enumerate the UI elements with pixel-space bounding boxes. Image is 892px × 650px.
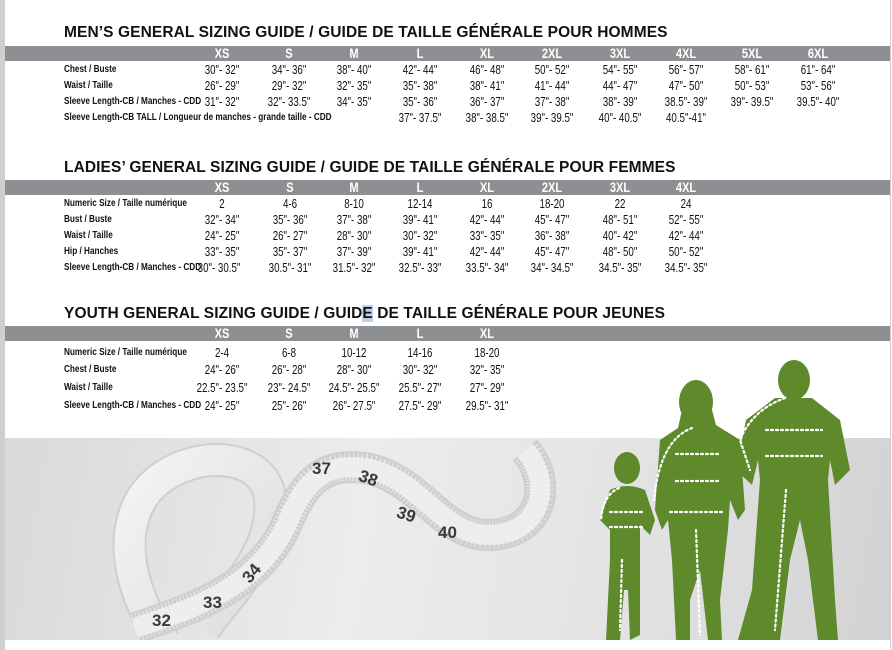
row-label: Waist / Taille — [64, 230, 113, 241]
table-cell: 24"- 25" — [204, 399, 240, 413]
table-cell: 40"- 42" — [602, 229, 638, 243]
table-cell: 46"- 48" — [469, 63, 505, 77]
table-cell: 26"- 27" — [272, 229, 308, 243]
table-cell: 37"- 38" — [336, 213, 372, 227]
table-cell: 48"- 51" — [602, 213, 638, 227]
table-cell: 50"- 52" — [534, 63, 570, 77]
table-cell: 31.5"- 32" — [332, 261, 376, 275]
row-label: Waist / Taille — [64, 382, 113, 393]
table-cell: 16 — [481, 197, 493, 211]
table-cell: 31"- 32" — [204, 95, 240, 109]
table-cell: 47"- 50" — [668, 79, 704, 93]
size-header: 6XL — [807, 46, 829, 61]
table-cell: 18-20 — [474, 346, 500, 360]
table-cell: 48"- 50" — [602, 245, 638, 259]
size-header: S — [285, 46, 293, 61]
table-cell: 42"- 44" — [469, 245, 505, 259]
size-header: 2XL — [541, 46, 563, 61]
table-cell: 33.5"- 34" — [465, 261, 509, 275]
table-cell: 6-8 — [281, 346, 297, 360]
table-cell: 35"- 38" — [402, 79, 438, 93]
size-header: M — [349, 326, 359, 341]
table-cell: 40"- 40.5" — [598, 111, 642, 125]
table-cell: 22 — [614, 197, 626, 211]
table-cell: 34.5"- 35" — [598, 261, 642, 275]
table-cell: 24 — [680, 197, 692, 211]
table-cell: 32"- 34" — [204, 213, 240, 227]
table-cell: 2 — [219, 197, 225, 211]
table-cell: 4-6 — [282, 197, 298, 211]
table-cell: 32"- 35" — [336, 79, 372, 93]
size-header: XL — [479, 46, 495, 61]
table-cell: 39"- 39.5" — [530, 111, 574, 125]
table-cell: 37"- 39" — [336, 245, 372, 259]
size-header: 5XL — [741, 46, 763, 61]
table-cell: 32"- 35" — [469, 363, 505, 377]
table-row — [0, 62, 892, 78]
table-cell: 27"- 29" — [469, 381, 505, 395]
table-cell: 54"- 55" — [602, 63, 638, 77]
row-label: Numeric Size / Taille numérique — [64, 198, 187, 209]
table-row — [0, 78, 892, 94]
table-row — [0, 260, 892, 276]
table-cell: 30.5"- 31" — [268, 261, 312, 275]
youth-title-text: YOUTH GENERAL SIZING GUIDE / GUID — [64, 305, 363, 322]
table-row — [0, 196, 892, 212]
table-cell: 39"- 41" — [402, 245, 438, 259]
table-cell: 45"- 47" — [534, 213, 570, 227]
table-cell: 25.5"- 27" — [398, 381, 442, 395]
table-cell: 29.5"- 31" — [465, 399, 509, 413]
table-row — [0, 244, 892, 260]
table-row — [0, 212, 892, 228]
table-cell: 52"- 55" — [668, 213, 704, 227]
table-cell: 18-20 — [539, 197, 565, 211]
size-header: 3XL — [609, 46, 631, 61]
table-cell: 30"- 32" — [204, 63, 240, 77]
table-cell: 38"- 39" — [602, 95, 638, 109]
table-cell: 56"- 57" — [668, 63, 704, 77]
table-row — [0, 94, 892, 110]
table-row — [0, 362, 892, 378]
table-cell: 35"- 36" — [402, 95, 438, 109]
table-cell: 39"- 39.5" — [730, 95, 774, 109]
youth-sizing-title — [64, 305, 665, 323]
table-cell: 37"- 38" — [534, 95, 570, 109]
table-cell: 58"- 61" — [734, 63, 770, 77]
tape-number: 32 — [152, 611, 171, 630]
table-cell: 38"- 38.5" — [465, 111, 509, 125]
size-header: M — [349, 180, 359, 195]
tape-measure-icon — [5, 438, 890, 640]
size-header: XL — [479, 326, 495, 341]
size-header: M — [349, 46, 359, 61]
table-cell: 30"- 32" — [402, 363, 438, 377]
table-cell: 34"- 34.5" — [530, 261, 574, 275]
table-cell: 33"- 35" — [204, 245, 240, 259]
row-label: Sleeve Length-CB / Manches - CDD — [64, 96, 202, 107]
table-cell: 36"- 38" — [534, 229, 570, 243]
size-header: S — [286, 180, 294, 195]
row-label: Sleeve Length-CB TALL / Longueur de manches - grande taille - CDD — [64, 112, 332, 123]
row-label: Chest / Buste — [64, 364, 117, 375]
size-header: L — [416, 46, 424, 61]
size-header: L — [416, 180, 424, 195]
row-label: Sleeve Length-CB / Manches - CDD — [64, 262, 202, 273]
men-size-header-bar — [5, 46, 890, 61]
table-cell: 53"- 56" — [800, 79, 836, 93]
table-cell: 42"- 44" — [668, 229, 704, 243]
table-cell: 33"- 35" — [469, 229, 505, 243]
size-header: XL — [479, 180, 495, 195]
table-cell: 28"- 30" — [336, 229, 372, 243]
table-row — [0, 380, 892, 396]
size-header: 3XL — [609, 180, 631, 195]
size-header: 2XL — [541, 180, 563, 195]
row-label: Hip / Hanches — [64, 246, 119, 257]
size-header: XS — [214, 46, 230, 61]
table-cell: 10-12 — [341, 346, 367, 360]
table-row — [0, 345, 892, 361]
table-cell: 28"- 30" — [336, 363, 372, 377]
table-cell: 24"- 25" — [204, 229, 240, 243]
table-cell: 26"- 28" — [271, 363, 307, 377]
table-cell: 34.5"- 35" — [664, 261, 708, 275]
tape-number: 40 — [438, 523, 457, 542]
table-cell: 26"- 27.5" — [332, 399, 376, 413]
size-header: 4XL — [675, 46, 697, 61]
size-header: 4XL — [675, 180, 697, 195]
tape-measure-photo — [5, 438, 890, 640]
table-cell: 12-14 — [407, 197, 433, 211]
table-cell: 44"- 47" — [602, 79, 638, 93]
table-cell: 29"- 32" — [271, 79, 307, 93]
table-cell: 37"- 37.5" — [398, 111, 442, 125]
size-header: S — [285, 326, 293, 341]
table-cell: 8-10 — [344, 197, 364, 211]
table-cell: 30"- 32" — [402, 229, 438, 243]
row-label: Chest / Buste — [64, 64, 117, 75]
table-row — [0, 398, 892, 414]
table-cell: 38.5"- 39" — [664, 95, 708, 109]
size-header: L — [416, 326, 424, 341]
table-cell: 35"- 36" — [272, 213, 308, 227]
row-label: Bust / Buste — [64, 214, 112, 225]
table-row — [0, 110, 892, 126]
table-cell: 22.5"- 23.5" — [196, 381, 248, 395]
table-cell: 50"- 53" — [734, 79, 770, 93]
table-cell: 34"- 36" — [271, 63, 307, 77]
ladies-sizing-title: LADIES’ GENERAL SIZING GUIDE / GUIDE DE TAILLE GÉNÉRALE POUR FEMMES — [64, 159, 676, 176]
table-cell: 24.5"- 25.5" — [328, 381, 380, 395]
table-cell: 50"- 52" — [668, 245, 704, 259]
row-label: Numeric Size / Taille numérique — [64, 347, 187, 358]
table-row — [0, 228, 892, 244]
table-cell: 38"- 41" — [469, 79, 505, 93]
men-sizing-title: MEN’S GENERAL SIZING GUIDE / GUIDE DE TAILLE GÉNÉRALE POUR HOMMES — [64, 24, 668, 41]
table-cell: 35"- 37" — [272, 245, 308, 259]
table-cell: 27.5"- 29" — [398, 399, 442, 413]
table-cell: 45"- 47" — [534, 245, 570, 259]
youth-size-header-bar — [5, 326, 890, 341]
table-cell: 39.5"- 40" — [796, 95, 840, 109]
table-cell: 38"- 40" — [336, 63, 372, 77]
tape-number: 38 — [356, 466, 381, 491]
row-label: Waist / Taille — [64, 80, 113, 91]
table-cell: 41"- 44" — [534, 79, 570, 93]
table-cell: 14-16 — [407, 346, 433, 360]
youth-title-text: DE TAILLE GÉNÉRALE POUR JEUNES — [372, 305, 666, 322]
size-header: XS — [214, 326, 230, 341]
table-cell: 40.5"-41" — [666, 111, 706, 125]
table-cell: 24"- 26" — [204, 363, 240, 377]
table-cell: 36"- 37" — [469, 95, 505, 109]
table-cell: 32.5"- 33" — [398, 261, 442, 275]
row-label: Sleeve Length-CB / Manches - CDD — [64, 400, 202, 411]
table-cell: 39"- 41" — [402, 213, 438, 227]
size-header: XS — [214, 180, 230, 195]
table-cell: 30"- 30.5" — [197, 261, 241, 275]
table-cell: 23"- 24.5" — [267, 381, 311, 395]
tape-number: 34 — [238, 559, 266, 587]
tape-number: 33 — [203, 593, 222, 612]
table-cell: 42"- 44" — [469, 213, 505, 227]
tape-number: 39 — [394, 502, 419, 527]
table-cell: 42"- 44" — [402, 63, 438, 77]
table-cell: 61"- 64" — [800, 63, 836, 77]
text-selection-highlight[interactable]: E — [362, 305, 373, 322]
table-cell: 2-4 — [214, 346, 230, 360]
table-cell: 25"- 26" — [271, 399, 307, 413]
table-cell: 34"- 35" — [336, 95, 372, 109]
table-cell: 32"- 33.5" — [267, 95, 311, 109]
table-cell: 26"- 29" — [204, 79, 240, 93]
ladies-size-header-bar — [5, 180, 890, 195]
tape-number: 37 — [312, 459, 331, 478]
